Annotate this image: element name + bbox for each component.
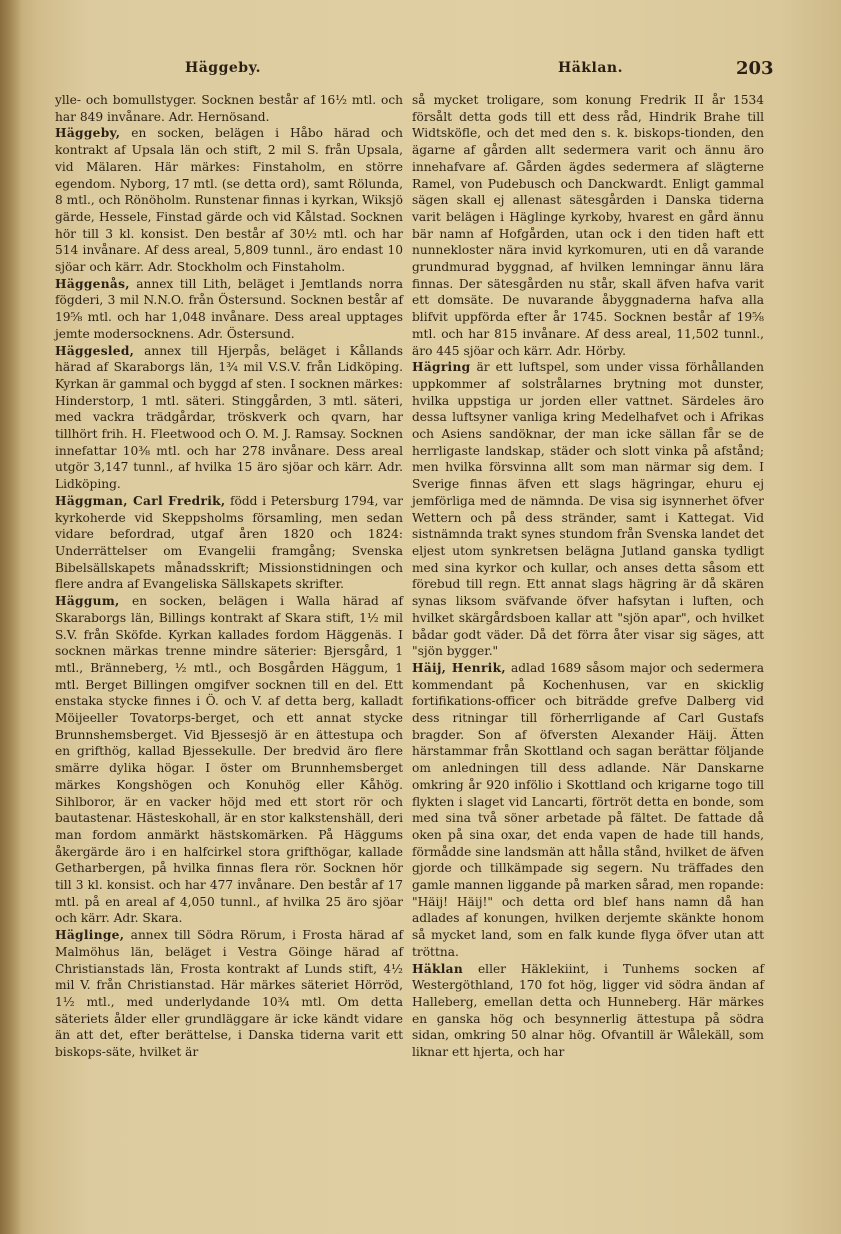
- entry: [55, 493, 403, 593]
- entry-term: Häglinge,: [55, 928, 125, 943]
- entry-term: Häij, Henrik,: [412, 660, 506, 675]
- entry-text: annex till Hjerpås, beläget i Kållands härad af Skaraborgs län, 1¾ mil V.S.V. från Lidköping. Kyrkan är gammal och byggd af sten. I socknen märkes: Hinderstorp, 1 mtl. säteri. Stinggården, 3 mtl. säteri, med vackra trädgårdar, tröskverk och qvarn, har tillhört frih. H. Fleetwood och O. M. J. Ramsay. Socknen innefattar 10⅜ mtl. och har 278 invånare. Dess areal utgör 3,147 tunnl., af hvilka 15 äro sjöar och kärr. Adr. Lidköping.: [55, 343, 403, 492]
- entry-text: född i Petersburg 1794, var kyrkoherde vid Skeppsholms församling, men sedan vidare befordrad, utgaf åren 1820 och 1824: Underrättelser om Evangelii framgång; Svenska Bibelsällskapets månadsskrift; Missionstidningen och flere andra af Evangeliska Sällskapets skrifter.: [55, 493, 403, 592]
- header-left-title: Häggeby.: [185, 60, 261, 76]
- entry: [55, 927, 403, 1061]
- entry: [55, 276, 403, 343]
- entry-term: Häggum,: [55, 594, 120, 609]
- page-header: [0, 60, 841, 88]
- entry-text: ylle- och bomullstyger. Socknen består af 16½ mtl. och har 849 invånare. Adr. Hernösand.: [55, 93, 403, 124]
- page-number: 203: [736, 58, 774, 79]
- entry: [412, 961, 764, 1061]
- entry-text: adlad 1689 såsom major och sedermera kommendant på Kochenhusen, var en skicklig fortifikations-officer och biträdde grefve Dalberg vid dess ritningar till förherrligande af Carl Gustafs bragder. Son af öfversten Alexander Häij. Ätten härstammar från Skottland och sagan berättar följande om anledningen till dess adlande. När Danskarne omkring år 920 infölio i Skottland och krigarne togo till flykten i slaget vid Lancarti, förtröt detta en bonde, som med sina två söner arbetade på fältet. De fattade då oken på sina oxar, det enda vapen de hade till hands, förmådde sine landsmän att hålla stånd, hvilket de äfven gjorde och tillkämpade sig segern. Nu träffades den gamle mannen liggande på marken sårad, men ropande: "Häij! Häij!" och detta ord blef hans namn då han adlades af konungen, hvilken derjemte skänkte honom så mycket land, som en falk kunde flyga öfver utan att tröttna.: [412, 660, 764, 959]
- page-binding-shadow: [0, 0, 22, 1234]
- entry: [412, 92, 764, 359]
- entry-term: Häggeby,: [55, 126, 121, 141]
- entry: [55, 92, 403, 125]
- entry: [412, 660, 764, 961]
- entry-term: Häggenås,: [55, 276, 130, 291]
- entry-text: så mycket troligare, som konung Fredrik II år 1534 försålt detta gods till ett dess råd, Hindrik Brahe till Widtsköfle, och det med den s. k. biskops-tionden, den ägarne af gården allt sedermera varit och ännu äro innehafvare af. Gården ägdes sedermera af slägterne Ramel, von Pudebusch och Danckwardt. Enligt gammal sägen skall ej allenast sätesgården i Danska tiderna varit belägen i Häglinge kyrkoby, hvarest en gård ännu bär namn af Hofgården, utan ock i den tiden haft ett nunnekloster nära invid kyrkomuren, uti en då varande grundmurad byggnad, af hvilken lemningar ännu lära finnas. Der sätesgården nu står, skall äfven hafva varit ett domsäte. De nuvarande åbyggnaderna hafva alla blifvit uppförda efter år 1745. Socknen består af 19⅝ mtl. och har 815 invånare. Af dess areal, 11,502 tunnl., äro 445 sjöar och kärr. Adr. Hörby.: [412, 93, 764, 358]
- entry-text: en socken, belägen i Håbo härad och kontrakt af Upsala län och stift, 2 mil S. från Upsala, vid Mälaren. Här märkes: Finstaholm, en större egendom. Nyborg, 17 mtl. (se detta ord), samt Rölunda, 8 mtl., och Rönöholm. Runstenar finnas i kyrkan, Wiksjö gärde, Hessele, Finstad gärde och vid Kålstad. Socknen hör till 3 kl. konsist. Den består af 30½ mtl. och har 514 invånare. Af dess areal, 5,809 tunnl., äro endast 10 sjöar och kärr. Adr. Stockholm och Finstaholm.: [55, 126, 403, 275]
- entry: [412, 359, 764, 660]
- entry: [55, 593, 403, 927]
- entry-text: annex till Södra Rörum, i Frosta härad af Malmöhus län, beläget i Vestra Göinge härad af Christianstads län, Frosta kontrakt af Lunds stift, 4½ mil V. från Christianstad. Här märkes säteriet Hörröd, 1½ mtl., med underlydande 10¾ mtl. Om detta säteriets ålder eller grundläggare är icke kändt vidare än att det, efter berättelse, i Danska tiderna varit ett biskops-säte, hvilket är: [55, 928, 403, 1060]
- entry-text: annex till Lith, beläget i Jemtlands norra fögderi, 3 mil N.N.O. från Östersund. Socknen består af 19⅝ mtl. och har 1,048 invånare. Dess areal upptages jemte modersocknens. Adr. Östersund.: [55, 276, 403, 341]
- entry-term: Häggman, Carl Fredrik,: [55, 493, 226, 508]
- left-column: [55, 92, 403, 1061]
- entry-text: en socken, belägen i Walla härad af Skaraborgs län, Billings kontrakt af Skara stift, 1½ mil S.V. från Sköfde. Kyrkan kallades fordom Häggenäs. I socknen märkas trenne mindre säterier: Bjersgård, 1 mtl., Bränneberg, ½ mtl., och Bosgården Häggum, 1 mtl. Berget Billingen omgifver socknen till en del. Ett enstaka stycke finnes i Ö. och V. af detta berg, kalladt Möijeeller Tovatorps-berget, och ett annat stycke Brunnshemsberget. Vid Bjessesjö är en ättestupa och en grifthög, kallad Bjessekulle. Der bredvid äro flere smärre dylika högar. I öster om Brunnhemsberget märkes Kongshögen och Konuhög eller Kåhög. Sihlboror, är en vacker höjd med ett stort rör och bautastenar. Hästeskohall, är en stor kalkstenshäll, deri man fordom anmärkt hästskomärken. På Häggums åkergärde äro i en halfcirkel stora grifthögar, kallade Getharbergen, på hvilka finnas flera rör. Socknen hör till 3 kl. konsist. och har 477 invånare. Den består af 17 mtl. på en areal af 4,050 tunnl., af hvilka 25 äro sjöar och kärr. Adr. Skara.: [55, 594, 403, 926]
- entry-term: Häggesled,: [55, 343, 135, 358]
- entry-text: är ett luftspel, som under vissa förhållanden uppkommer af solstrålarnes brytning mot dunster, hvilka uppstiga ur jorden eller vattnet. Särdeles äro dessa luftsyner vanliga kring Medelhafvet och i Afrikas och Asiens sandöknar, der man icke sällan får se de herrligaste landskap, städer och slott vinka på afstånd; men hvilka försvinna allt som man närmar sig dem. I Sverige finnas äfven ett slags hägringar, ehuru ej jemförliga med de nämnda. De visa sig isynnerhet öfver Wettern och på dess stränder, samt i Kattegat. Vid sistnämnda trakt synes stundom från Svenska landet det eljest utom synkretsen belägna Jutland ganska tydligt med sina kyrkor och kullar, och anses detta såsom ett förebud till regn. Ett annat slags hägring är då skären synas liksom sväfvande öfver hafsytan i luften, och hvilket skärgårdsboen kallar att "sjön apar", och hvilket bådar godt väder. Då det förra åter visar sig säges, att "sjön bygger.": [412, 360, 764, 659]
- header-center-title: Häklan.: [558, 60, 623, 76]
- entry-text: eller Häklekiint, i Tunhems socken af Westergöthland, 170 fot hög, ligger vid södra ändan af Halleberg, emellan detta och Hunneberg. Här märkes en ganska hög och besynnerlig ättestupa på södra sidan, omkring 50 alnar hög. Ofvantill är Wålekäll, som liknar ett hjerta, och har: [412, 961, 764, 1060]
- entry: [55, 343, 403, 493]
- entry-term: Häklan: [412, 961, 464, 976]
- entry: [55, 125, 403, 275]
- right-column: [412, 92, 764, 1061]
- entry-term: Hägring: [412, 360, 471, 375]
